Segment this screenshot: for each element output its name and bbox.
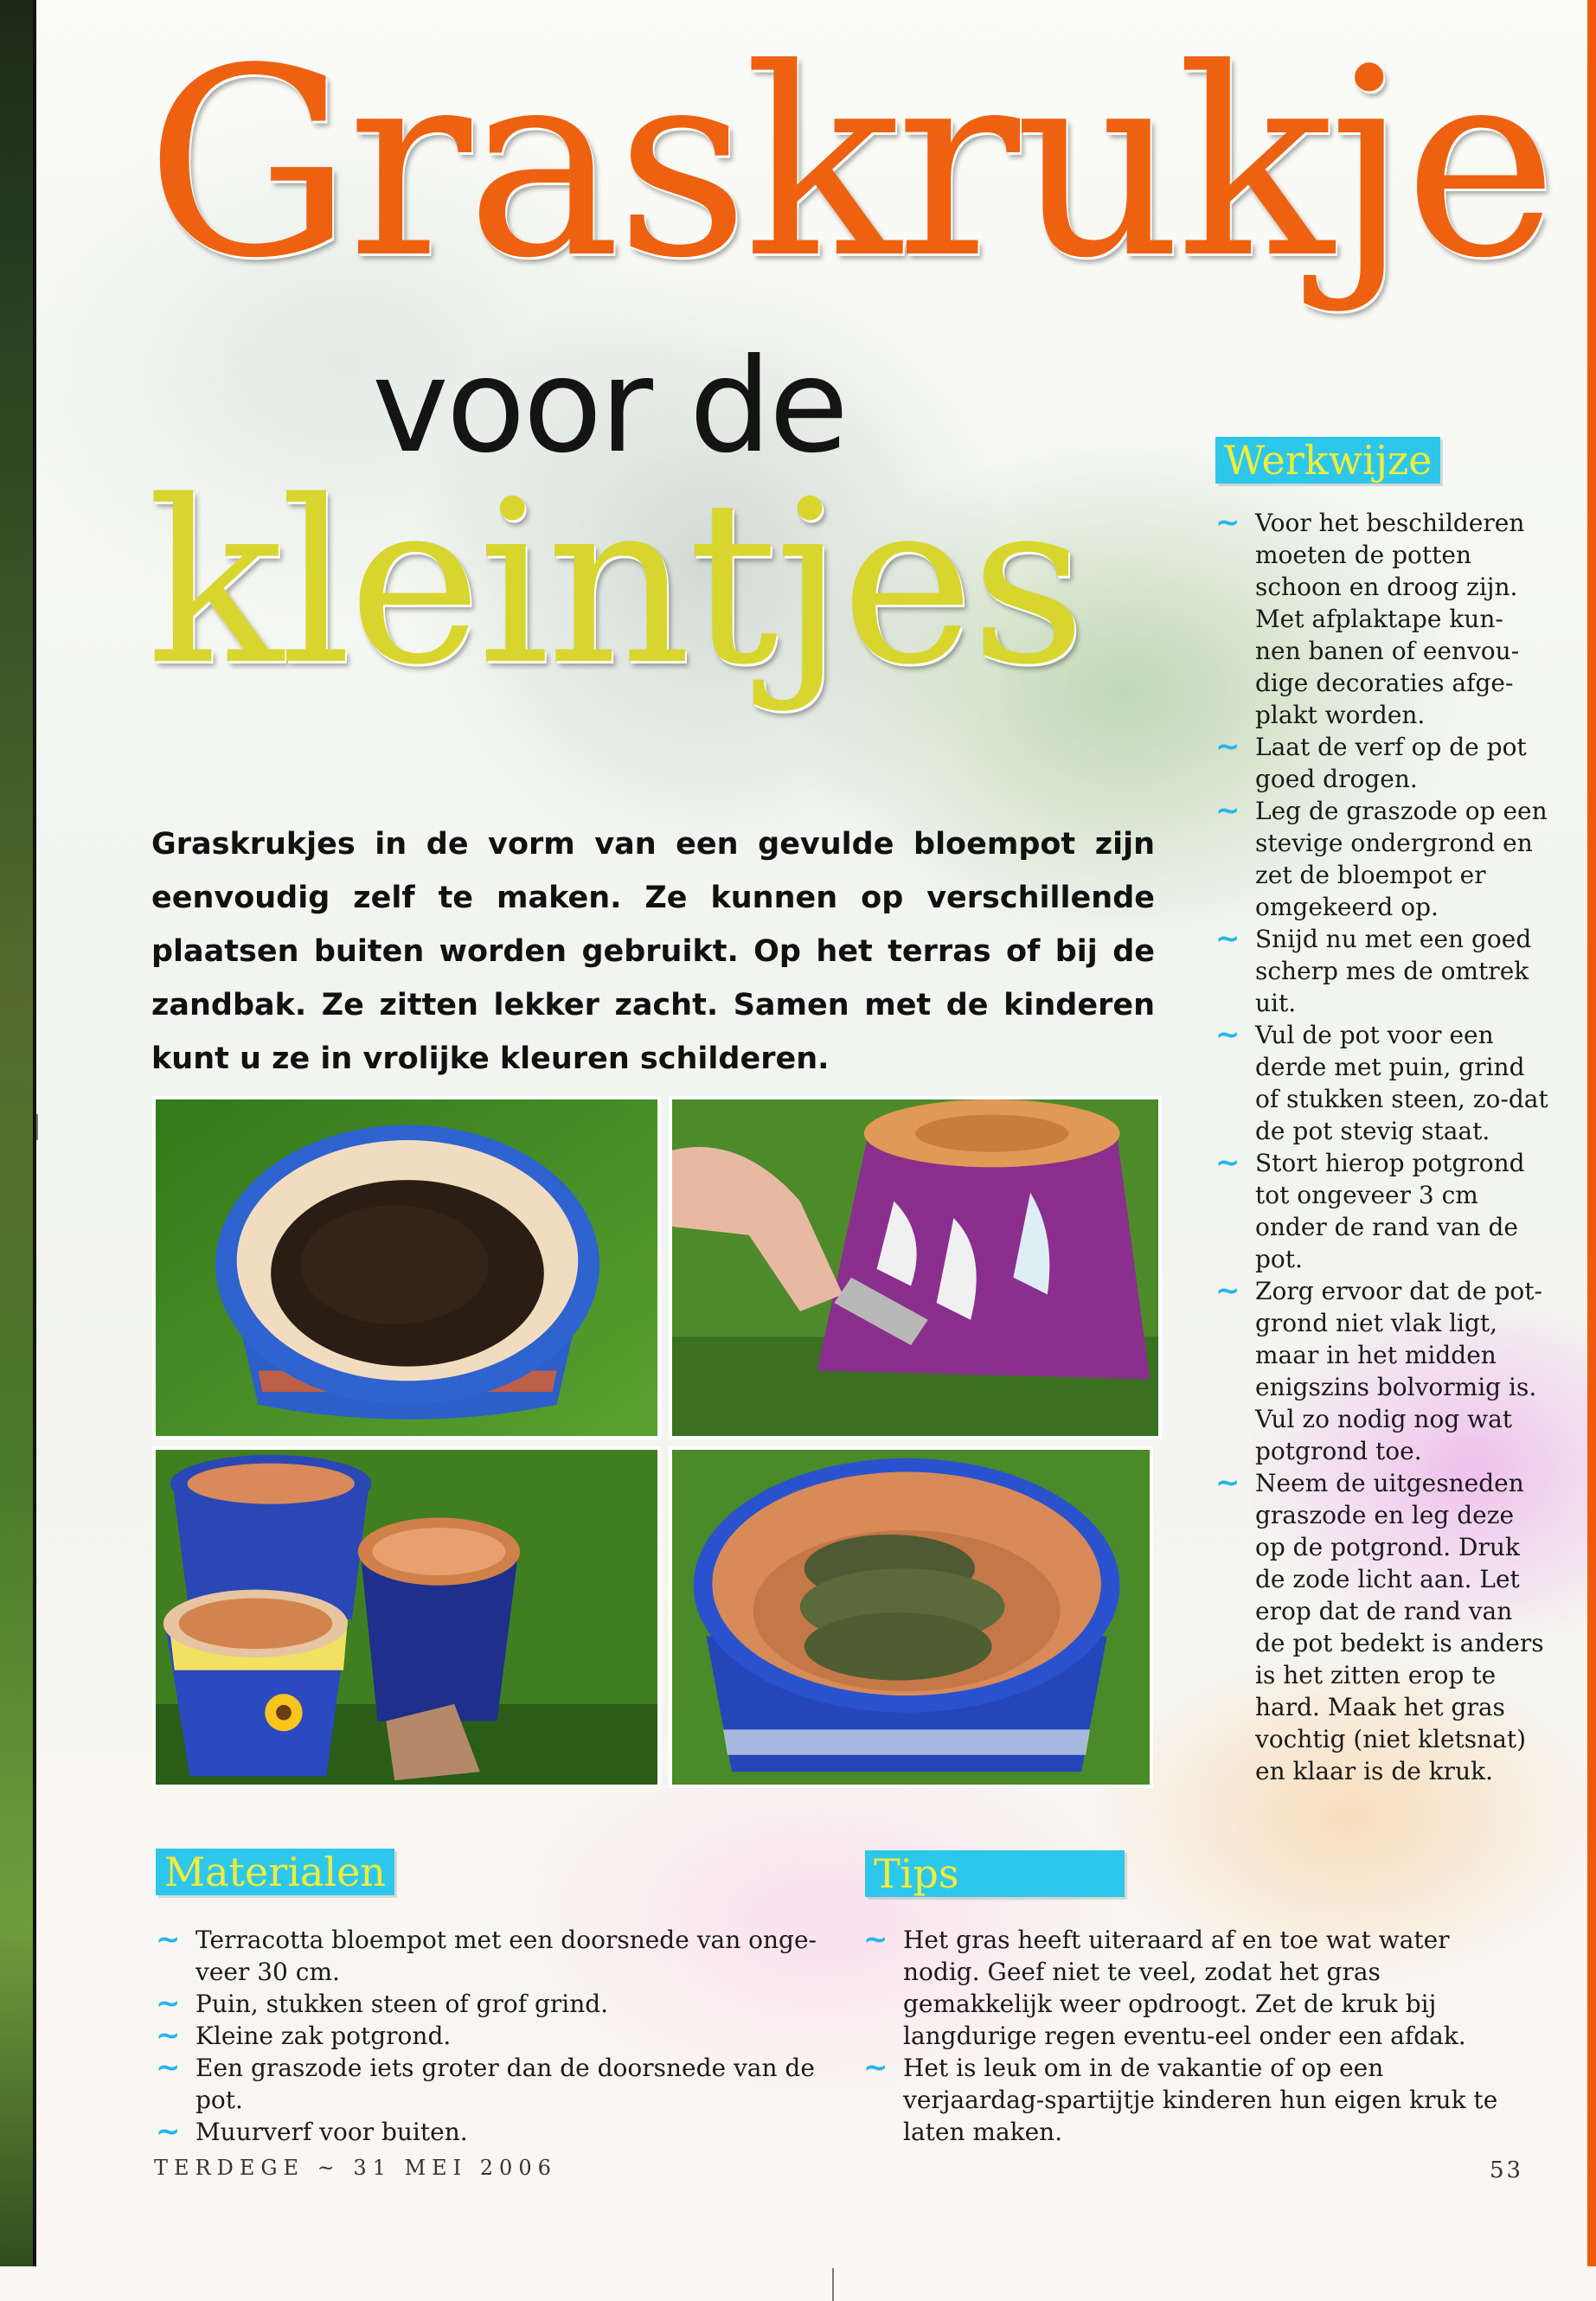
tilde-bullet-icon: ~ [1215, 921, 1240, 956]
tilde-bullet-icon: ~ [863, 2050, 888, 2085]
tips-list [863, 1924, 1529, 2148]
materialen-list [156, 1924, 830, 2148]
previous-page-edge [0, 0, 33, 2266]
tilde-bullet-icon: ~ [156, 1986, 181, 2021]
tilde-bullet-icon: ~ [1215, 1273, 1240, 1308]
materialen-item: ~ Puin, stukken steen of grof grind. [156, 1986, 609, 2021]
orange-edge-bar [1587, 0, 1596, 2266]
tilde-bullet-icon: ~ [1215, 1465, 1240, 1500]
footer-publication: TERDEGE ~ 31 MEI 2006 [154, 2156, 557, 2180]
werkwijze-step: ~ Neem de uitgesneden graszode en leg deze op de potgrond. Druk de zode licht aan. Let erop dat de rand van de pot bedekt is anders is het zitten erop te hard. Maak het gras vochtig (niet kletsnat) en klaar is de kruk. [1215, 1465, 1544, 1785]
materialen-item: ~ Terracotta bloempot met een doorsnede van onge-veer 30 cm. [156, 1922, 817, 1986]
title-subtitle-line1: voor de [372, 331, 847, 482]
werkwijze-step: ~ Laat de verf op de pot goed drogen. [1215, 729, 1527, 793]
werkwijze-heading: Werkwijze [1215, 437, 1440, 484]
tilde-bullet-icon: ~ [1215, 505, 1240, 540]
tips-item: ~ Het is leuk om in de vakantie of op een verjaardag-spartijtje kinderen hun eigen kruk te laten maken. [863, 2050, 1498, 2146]
tilde-bullet-icon: ~ [1215, 1017, 1240, 1052]
photo-painted-pots [152, 1446, 661, 1788]
tilde-bullet-icon: ~ [156, 2050, 181, 2085]
tilde-bullet-icon: ~ [156, 2114, 181, 2149]
werkwijze-step: ~ Vul de pot voor een derde met puin, grind of stukken steen, zo-dat de pot stevig staat. [1215, 1017, 1548, 1145]
crop-mark [36, 1114, 38, 1140]
tilde-bullet-icon: ~ [156, 2018, 181, 2053]
tips-heading: Tips [865, 1850, 1125, 1897]
title-subtitle-line2: kleintjes [147, 453, 1083, 715]
materialen-item: ~ Een graszode iets groter dan de doorsnede van de pot. [156, 2050, 815, 2114]
werkwijze-step: ~ Snijd nu met een goed scherp mes de omtrek uit. [1215, 921, 1532, 1017]
photo-cutting-grass [669, 1096, 1162, 1439]
tilde-bullet-icon: ~ [1215, 729, 1240, 764]
materialen-item: ~ Kleine zak potgrond. [156, 2018, 452, 2053]
tips-item: ~ Het gras heeft uiteraard af en toe wat water nodig. Geef niet te veel, zodat het gras gemakkelijk weer opdroogt. Zet de kruk bij langdurige regen eventu-eel onder een afdak. [863, 1922, 1466, 2050]
crop-mark [832, 2268, 834, 2301]
tilde-bullet-icon: ~ [1215, 793, 1240, 828]
photo-pot-with-soil [152, 1096, 661, 1439]
werkwijze-step: ~ Zorg ervoor dat de pot-grond niet vlak ligt, maar in het midden enigszins bolvormig is. Vul zo nodig nog wat potgrond toe. [1215, 1273, 1542, 1465]
tilde-bullet-icon: ~ [156, 1922, 181, 1957]
werkwijze-step: ~ Voor het beschilderen moeten de potten schoon en droog zijn. Met afplaktape kun-nen banen of eenvou-dige decoraties afge-plakt worden. [1215, 505, 1525, 729]
photo-pot-with-stones [669, 1446, 1153, 1788]
werkwijze-step: ~ Stort hierop potgrond tot ongeveer 3 cm onder de rand van de pot. [1215, 1145, 1525, 1273]
page-title: Graskrukje [145, 13, 1553, 315]
page-number: 53 [1490, 2157, 1524, 2183]
werkwijze-step: ~ Leg de graszode op een stevige ondergrond en zet de bloempot er omgekeerd op. [1215, 793, 1548, 921]
intro-paragraph: Graskrukjes in de vorm van een gevulde bloempot zijn eenvoudig zelf te maken. Ze kunnen op verschillende plaatsen buiten worden gebruikt. Op het terras of bij de zandbak. Ze zitten lekker zacht. Samen met de kinderen kunt u ze in vrolijke kleuren schilderen. [151, 827, 1155, 1076]
tilde-bullet-icon: ~ [1215, 1145, 1240, 1180]
materialen-heading: Materialen [156, 1849, 394, 1895]
tilde-bullet-icon: ~ [863, 1922, 888, 1957]
werkwijze-steps [1215, 507, 1548, 1787]
materialen-item: ~ Muurverf voor buiten. [156, 2114, 468, 2149]
